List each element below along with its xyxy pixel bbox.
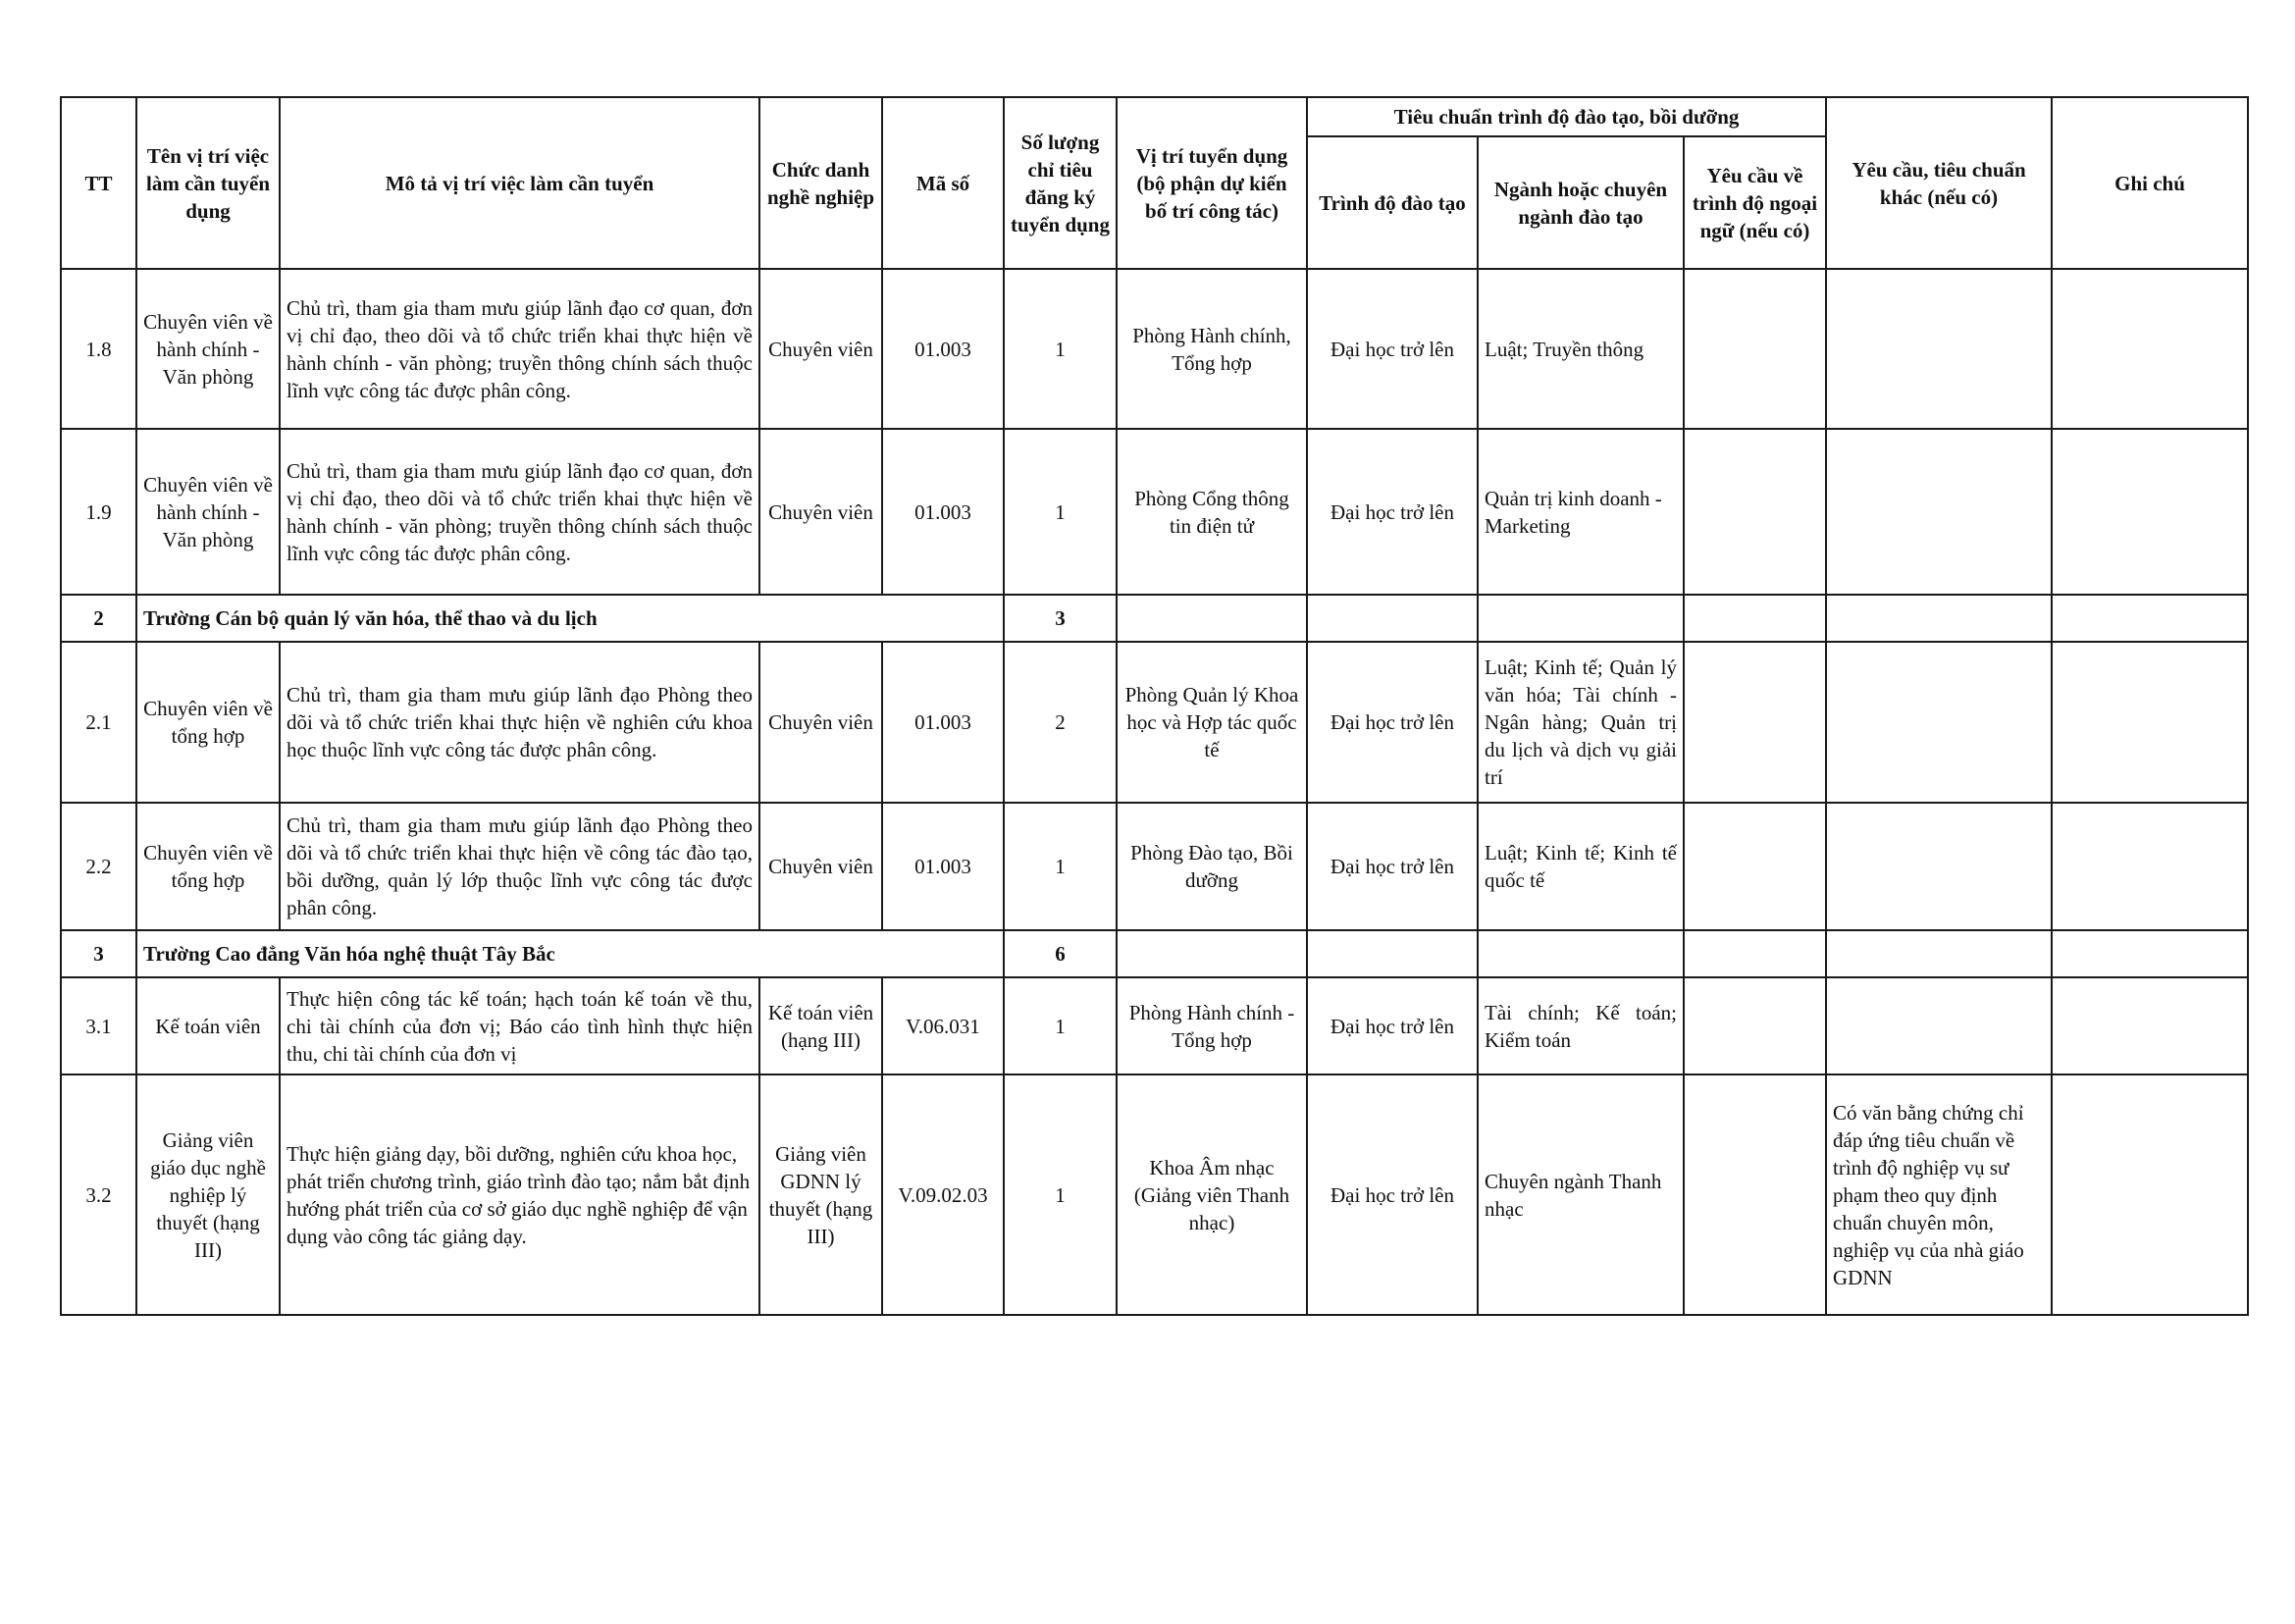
cell-tt: 2.1	[61, 642, 136, 803]
cell-so-luong: 2	[1004, 642, 1117, 803]
cell-ma-so: 01.003	[882, 269, 1004, 429]
recruitment-table	[60, 96, 2249, 1316]
cell-ghi-chu	[2052, 977, 2248, 1074]
cell-ngoai-ngu	[1684, 642, 1826, 803]
cell-vi-tri: Phòng Hành chính, Tổng hợp	[1117, 269, 1307, 429]
table-row	[61, 977, 2248, 1074]
cell-tt: 3.1	[61, 977, 136, 1074]
header-ghi-chu: Ghi chú	[2052, 97, 2248, 269]
cell-ma-so: 01.003	[882, 429, 1004, 595]
empty-cell	[1826, 595, 2052, 642]
cell-trinh-do: Đại học trở lên	[1307, 1074, 1478, 1315]
group-name: Trường Cao đẳng Văn hóa nghệ thuật Tây Bắc	[136, 930, 1004, 977]
header-trinh-do: Trình độ đào tạo	[1307, 136, 1478, 269]
group-tt: 2	[61, 595, 136, 642]
cell-ten: Chuyên viên về hành chính - Văn phòng	[136, 269, 280, 429]
empty-cell	[1307, 930, 1478, 977]
cell-ngoai-ngu	[1684, 803, 1826, 930]
cell-mo-ta: Chủ trì, tham gia tham mưu giúp lãnh đạo Phòng theo dõi và tổ chức triển khai thực hiện về công tác đào tạo, bồi dưỡng, quản lý lớp thuộc lĩnh vực công tác được phân công.	[280, 803, 759, 930]
cell-ngoai-ngu	[1684, 429, 1826, 595]
cell-so-luong: 1	[1004, 429, 1117, 595]
header-nganh: Ngành hoặc chuyên ngành đào tạo	[1478, 136, 1684, 269]
cell-ma-so: 01.003	[882, 803, 1004, 930]
empty-cell	[2052, 595, 2248, 642]
cell-ten: Chuyên viên về tổng hợp	[136, 803, 280, 930]
empty-cell	[1684, 930, 1826, 977]
cell-vi-tri: Phòng Hành chính - Tổng hợp	[1117, 977, 1307, 1074]
cell-ngoai-ngu	[1684, 269, 1826, 429]
cell-ma-so: 01.003	[882, 642, 1004, 803]
cell-vi-tri: Khoa Âm nhạc (Giảng viên Thanh nhạc)	[1117, 1074, 1307, 1315]
empty-cell	[1307, 595, 1478, 642]
cell-vi-tri: Phòng Đào tạo, Bồi dưỡng	[1117, 803, 1307, 930]
cell-chuc-danh: Chuyên viên	[759, 642, 882, 803]
cell-yeu-cau-khac: Có văn bằng chứng chỉ đáp ứng tiêu chuẩn về trình độ nghiệp vụ sư phạm theo quy định chuẩn chuyên môn, nghiệp vụ của nhà giáo GDNN	[1826, 1074, 2052, 1315]
header-so-luong: Số lượng chỉ tiêu đăng ký tuyển dụng	[1004, 97, 1117, 269]
table-row	[61, 803, 2248, 930]
cell-ten: Chuyên viên về tổng hợp	[136, 642, 280, 803]
cell-yeu-cau-khac	[1826, 429, 2052, 595]
cell-ma-so: V.06.031	[882, 977, 1004, 1074]
cell-ghi-chu	[2052, 1074, 2248, 1315]
cell-trinh-do: Đại học trở lên	[1307, 977, 1478, 1074]
cell-ten: Chuyên viên về hành chính - Văn phòng	[136, 429, 280, 595]
cell-ma-so: V.09.02.03	[882, 1074, 1004, 1315]
cell-so-luong: 1	[1004, 977, 1117, 1074]
header-ten-vi-tri: Tên vị trí việc làm cần tuyển dụng	[136, 97, 280, 269]
cell-ghi-chu	[2052, 803, 2248, 930]
table-row	[61, 429, 2248, 595]
table-row	[61, 1074, 2248, 1315]
empty-cell	[1117, 930, 1307, 977]
header-yeu-cau-khac: Yêu cầu, tiêu chuẩn khác (nếu có)	[1826, 97, 2052, 269]
cell-nganh: Luật; Kinh tế; Kinh tế quốc tế	[1478, 803, 1684, 930]
group-total: 6	[1004, 930, 1117, 977]
header-ma-so: Mã số	[882, 97, 1004, 269]
empty-cell	[1684, 595, 1826, 642]
cell-ghi-chu	[2052, 642, 2248, 803]
header-row-top	[61, 97, 2248, 136]
cell-mo-ta: Chủ trì, tham gia tham mưu giúp lãnh đạo Phòng theo dõi và tổ chức triển khai thực hiện về nghiên cứu khoa học thuộc lĩnh vực công tác được phân công.	[280, 642, 759, 803]
empty-cell	[1826, 930, 2052, 977]
cell-nganh: Chuyên ngành Thanh nhạc	[1478, 1074, 1684, 1315]
group-tt: 3	[61, 930, 136, 977]
header-chuc-danh: Chức danh nghề nghiệp	[759, 97, 882, 269]
cell-nganh: Quản trị kinh doanh - Marketing	[1478, 429, 1684, 595]
cell-nganh: Luật; Truyền thông	[1478, 269, 1684, 429]
cell-tt: 1.9	[61, 429, 136, 595]
group-name: Trường Cán bộ quản lý văn hóa, thể thao và du lịch	[136, 595, 1004, 642]
empty-cell	[1478, 930, 1684, 977]
cell-tt: 1.8	[61, 269, 136, 429]
cell-chuc-danh: Chuyên viên	[759, 429, 882, 595]
cell-yeu-cau-khac	[1826, 269, 2052, 429]
cell-ten: Giảng viên giáo dục nghề nghiệp lý thuyết (hạng III)	[136, 1074, 280, 1315]
cell-so-luong: 1	[1004, 269, 1117, 429]
group-row	[61, 595, 2248, 642]
cell-nganh: Luật; Kinh tế; Quản lý văn hóa; Tài chính - Ngân hàng; Quản trị du lịch và dịch vụ giải trí	[1478, 642, 1684, 803]
cell-chuc-danh: Chuyên viên	[759, 269, 882, 429]
cell-vi-tri: Phòng Quản lý Khoa học và Hợp tác quốc tế	[1117, 642, 1307, 803]
header-ngoai-ngu: Yêu cầu về trình độ ngoại ngữ (nếu có)	[1684, 136, 1826, 269]
cell-yeu-cau-khac	[1826, 803, 2052, 930]
cell-ten: Kế toán viên	[136, 977, 280, 1074]
cell-yeu-cau-khac	[1826, 977, 2052, 1074]
cell-tt: 2.2	[61, 803, 136, 930]
group-row	[61, 930, 2248, 977]
cell-ghi-chu	[2052, 269, 2248, 429]
cell-so-luong: 1	[1004, 803, 1117, 930]
cell-trinh-do: Đại học trở lên	[1307, 642, 1478, 803]
empty-cell	[2052, 930, 2248, 977]
empty-cell	[1117, 595, 1307, 642]
cell-nganh: Tài chính; Kế toán; Kiểm toán	[1478, 977, 1684, 1074]
cell-mo-ta: Thực hiện giảng dạy, bồi dưỡng, nghiên cứu khoa học, phát triển chương trình, giáo trình đào tạo; nắm bắt định hướng phát triển của cơ sở giáo dục nghề nghiệp để vận dụng vào công tác giảng dạy.	[280, 1074, 759, 1315]
cell-mo-ta: Chủ trì, tham gia tham mưu giúp lãnh đạo cơ quan, đơn vị chỉ đạo, theo dõi và tổ chức triển khai thực hiện về hành chính - văn phòng; truyền thông chính sách thuộc lĩnh vực công tác được phân công.	[280, 429, 759, 595]
cell-chuc-danh: Giảng viên GDNN lý thuyết (hạng III)	[759, 1074, 882, 1315]
group-total: 3	[1004, 595, 1117, 642]
cell-ngoai-ngu	[1684, 977, 1826, 1074]
cell-mo-ta: Thực hiện công tác kế toán; hạch toán kế toán về thu, chi tài chính của đơn vị; Báo cáo tình hình thực hiện thu, chi tài chính của đơn vị	[280, 977, 759, 1074]
cell-mo-ta: Chủ trì, tham gia tham mưu giúp lãnh đạo cơ quan, đơn vị chỉ đạo, theo dõi và tổ chức triển khai thực hiện về hành chính - văn phòng; truyền thông chính sách thuộc lĩnh vực công tác được phân công.	[280, 269, 759, 429]
empty-cell	[1478, 595, 1684, 642]
table-row	[61, 642, 2248, 803]
cell-tt: 3.2	[61, 1074, 136, 1315]
cell-chuc-danh: Chuyên viên	[759, 803, 882, 930]
cell-vi-tri: Phòng Cổng thông tin điện tử	[1117, 429, 1307, 595]
header-tieu-chuan-group: Tiêu chuẩn trình độ đào tạo, bồi dưỡng	[1307, 97, 1826, 136]
cell-yeu-cau-khac	[1826, 642, 2052, 803]
cell-trinh-do: Đại học trở lên	[1307, 429, 1478, 595]
cell-ghi-chu	[2052, 429, 2248, 595]
table-row	[61, 269, 2248, 429]
cell-trinh-do: Đại học trở lên	[1307, 269, 1478, 429]
cell-ngoai-ngu	[1684, 1074, 1826, 1315]
header-vi-tri-tuyen-dung: Vị trí tuyển dụng (bộ phận dự kiến bố trí công tác)	[1117, 97, 1307, 269]
header-tt: TT	[61, 97, 136, 269]
header-mo-ta: Mô tả vị trí việc làm cần tuyển	[280, 97, 759, 269]
cell-chuc-danh: Kế toán viên (hạng III)	[759, 977, 882, 1074]
cell-so-luong: 1	[1004, 1074, 1117, 1315]
cell-trinh-do: Đại học trở lên	[1307, 803, 1478, 930]
